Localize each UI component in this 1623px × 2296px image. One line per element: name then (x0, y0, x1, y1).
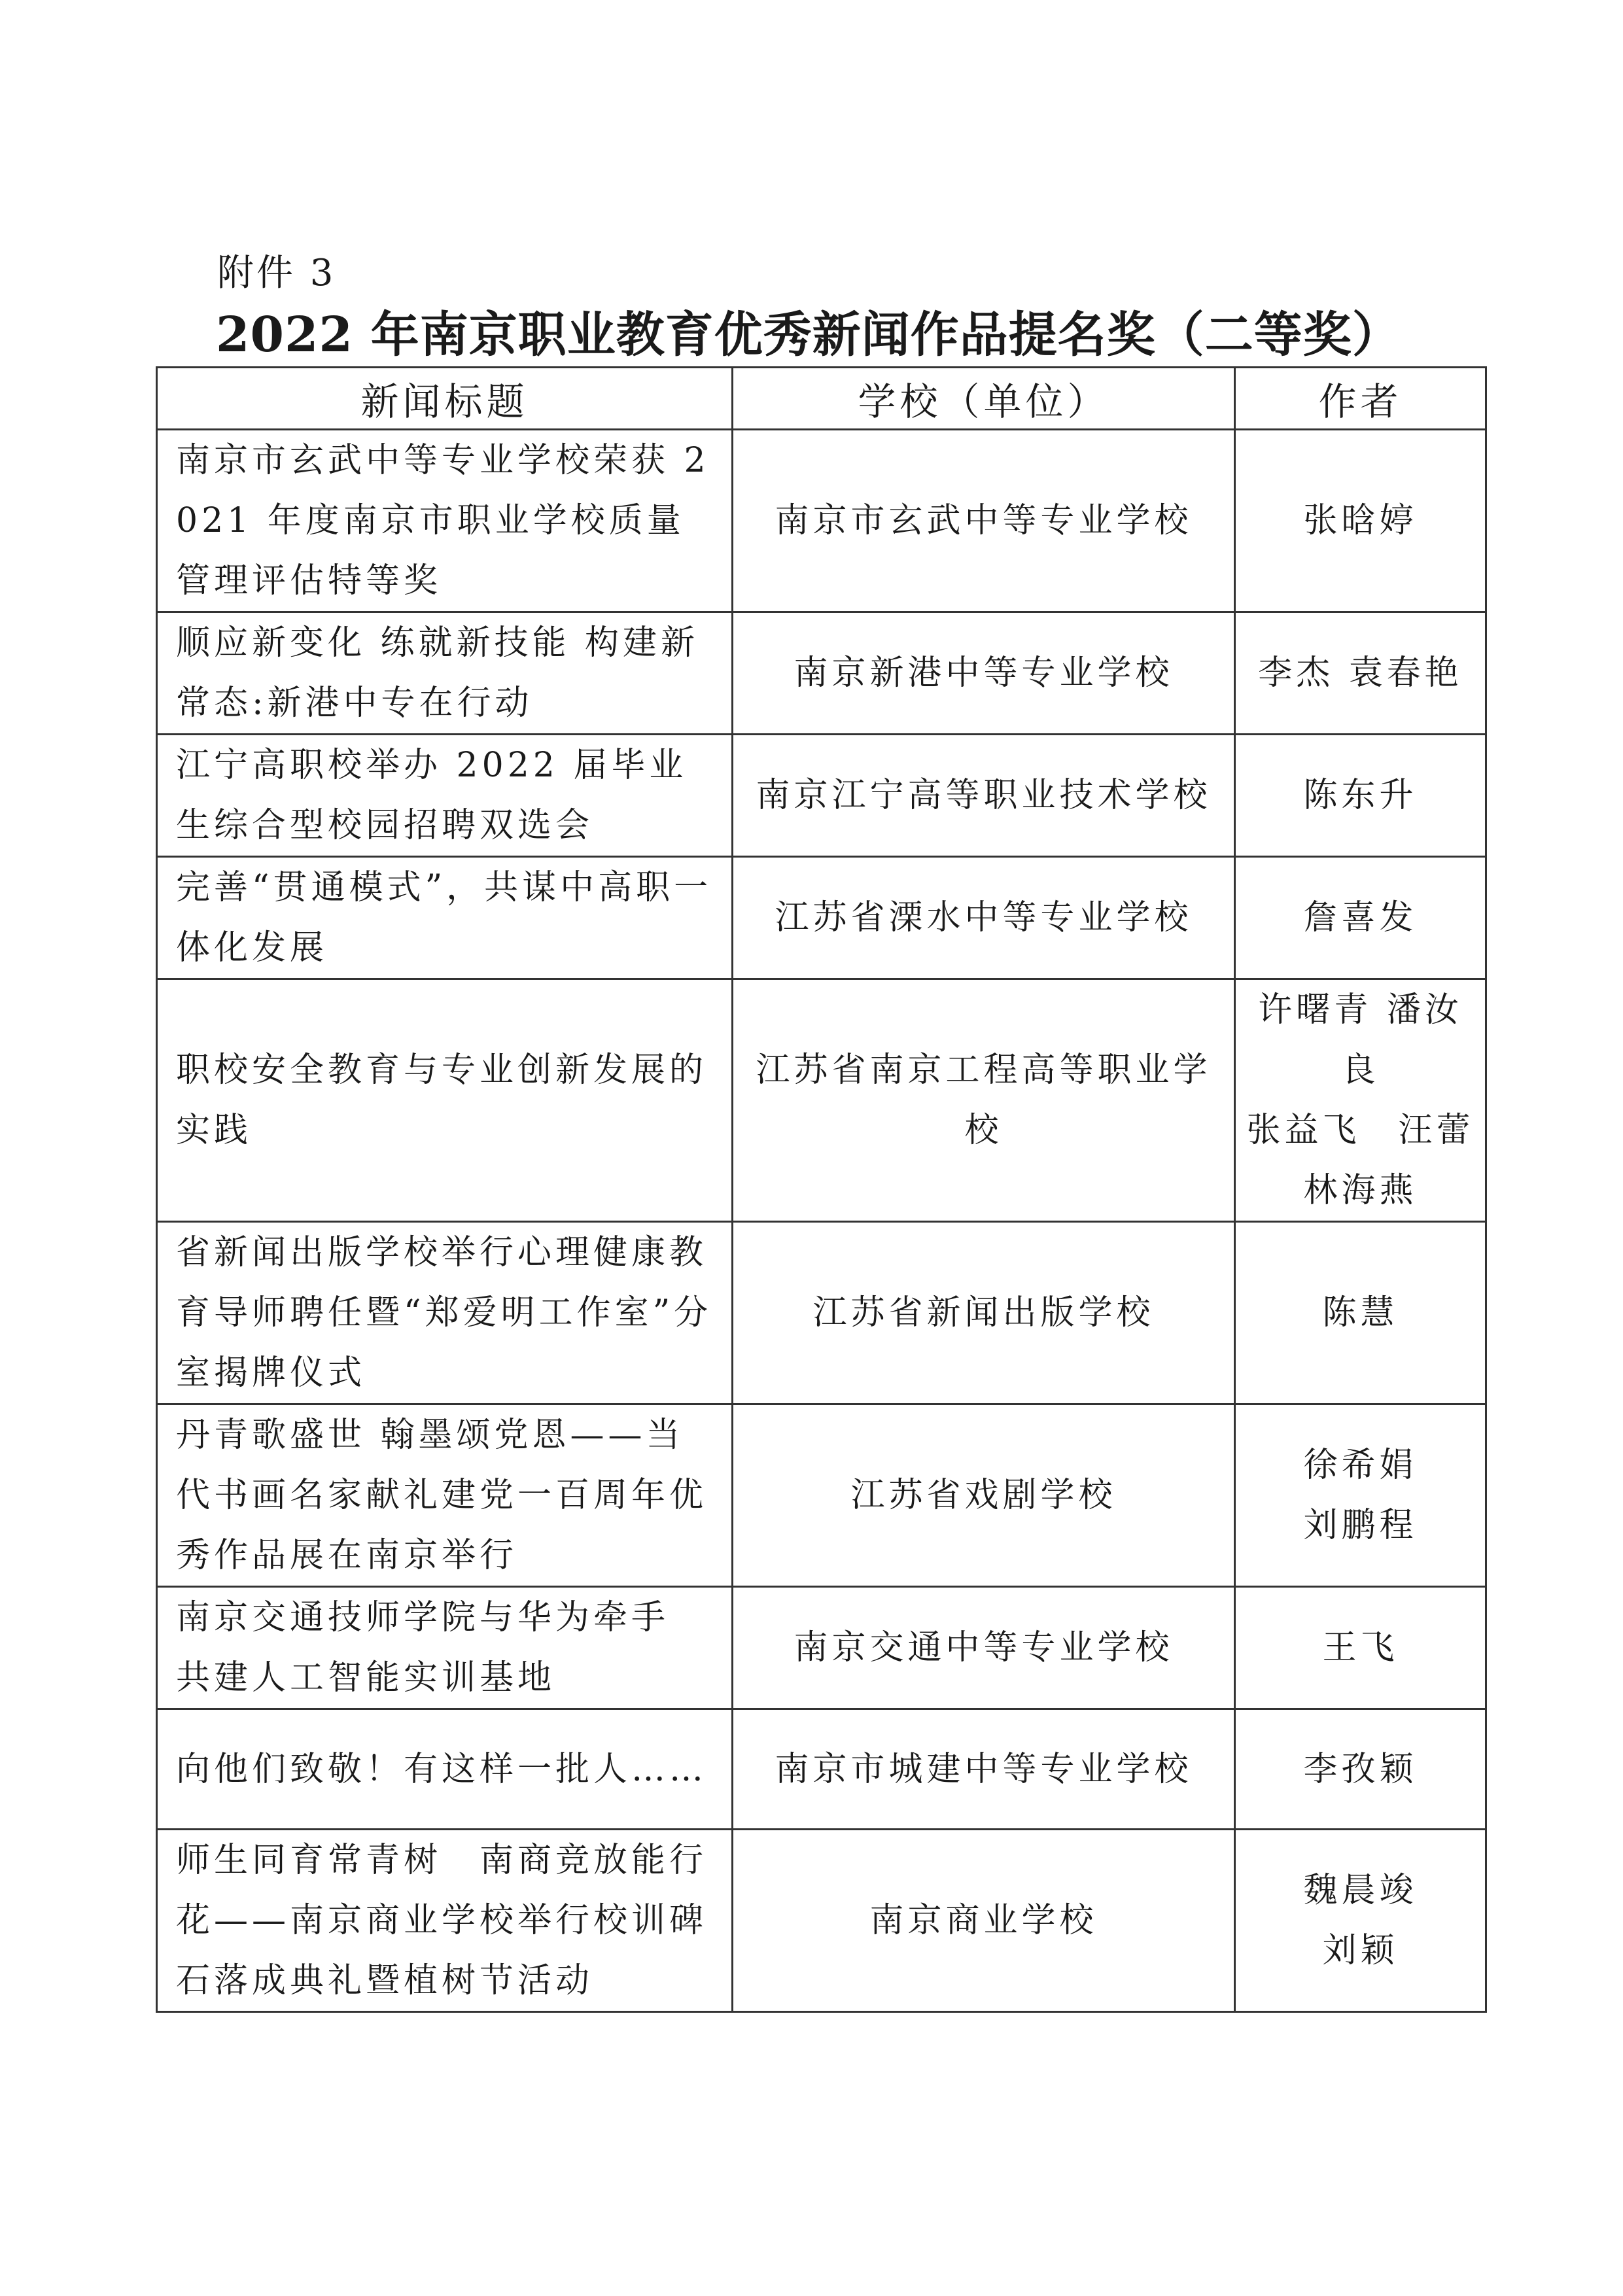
author-cell (1235, 612, 1486, 735)
table-row (157, 430, 1486, 612)
table-header-row (157, 368, 1486, 430)
table-row (157, 979, 1486, 1222)
school-cell: 南京商业学校 (733, 1830, 1235, 2012)
author-cell (1235, 430, 1486, 612)
news-title-cell: 省新闻出版学校举行心理健康教育导师聘任暨“郑爱明工作室”分室揭牌仪式 (157, 1222, 733, 1404)
school-cell: 南京江宁高等职业技术学校 (733, 735, 1235, 857)
header-author: 作者 (1235, 368, 1486, 430)
news-title-cell: 南京交通技师学院与华为牵手 共建人工智能实训基地 (157, 1587, 733, 1709)
author-cell (1235, 735, 1486, 857)
author-name: 詹喜发 (1303, 898, 1418, 937)
author-name: 李杰 袁春艳 (1258, 653, 1463, 693)
school-cell: 南京市玄武中等专业学校 (733, 430, 1235, 612)
table-row (157, 1709, 1486, 1830)
news-title-cell: 南京市玄武中等专业学校荣获 2021 年度南京市职业学校质量管理评估特等奖 (157, 430, 733, 612)
author-cell (1235, 1709, 1486, 1830)
author-name: 徐希娟 (1303, 1446, 1418, 1485)
news-title-cell: 职校安全教育与专业创新发展的实践 (157, 979, 733, 1222)
author-cell (1235, 857, 1486, 979)
header-news-title: 新闻标题 (157, 368, 733, 430)
awards-table (156, 366, 1487, 2013)
attachment-label: 附件 3 (217, 252, 336, 294)
author-name: 王飞 (1322, 1628, 1399, 1667)
document-title: 2022 年南京职业教育优秀新闻作品提名奖（二等奖） (216, 307, 1401, 363)
author-cell (1235, 1404, 1486, 1587)
news-title-cell: 完善“贯通模式”，共谋中高职一体化发展 (157, 857, 733, 979)
news-title-cell: 师生同育常青树 南商竞放能行花——南京商业学校举行校训碑石落成典礼暨植树节活动 (157, 1830, 733, 2012)
school-cell: 江苏省戏剧学校 (733, 1404, 1235, 1587)
author-name: 陈慧 (1322, 1293, 1399, 1332)
author-name: 张益飞 汪蕾 (1246, 1111, 1475, 1150)
table-row (157, 612, 1486, 735)
table-row (157, 1587, 1486, 1709)
author-cell (1235, 1222, 1486, 1404)
author-cell (1235, 1830, 1486, 2012)
author-cell (1235, 979, 1486, 1222)
author-name: 张晗婷 (1303, 501, 1418, 540)
author-name: 魏晨竣 (1303, 1871, 1418, 1910)
author-name: 刘颖 (1322, 1931, 1399, 1970)
author-name: 林海燕 (1303, 1171, 1418, 1210)
author-name: 许曙青 潘汝良 (1258, 990, 1463, 1090)
table-row (157, 735, 1486, 857)
header-school: 学校（单位） (733, 368, 1235, 430)
school-cell: 江苏省新闻出版学校 (733, 1222, 1235, 1404)
table-row (157, 1222, 1486, 1404)
school-cell: 江苏省溧水中等专业学校 (733, 857, 1235, 979)
school-cell: 南京市城建中等专业学校 (733, 1709, 1235, 1830)
news-title-cell: 江宁高职校举办 2022 届毕业生综合型校园招聘双选会 (157, 735, 733, 857)
author-name: 刘鹏程 (1303, 1506, 1418, 1545)
news-title-cell: 丹青歌盛世 翰墨颂党恩——当代书画名家献礼建党一百周年优秀作品展在南京举行 (157, 1404, 733, 1587)
table-row (157, 1404, 1486, 1587)
news-title-cell: 向他们致敬！有这样一批人…… (157, 1709, 733, 1830)
school-cell: 南京交通中等专业学校 (733, 1587, 1235, 1709)
school-cell: 江苏省南京工程高等职业学校 (733, 979, 1235, 1222)
news-title-cell: 顺应新变化 练就新技能 构建新常态:新港中专在行动 (157, 612, 733, 735)
table-row (157, 1830, 1486, 2012)
school-cell: 南京新港中等专业学校 (733, 612, 1235, 735)
author-name: 陈东升 (1303, 776, 1418, 815)
author-name: 李孜颖 (1303, 1749, 1418, 1789)
author-cell (1235, 1587, 1486, 1709)
table-row (157, 857, 1486, 979)
